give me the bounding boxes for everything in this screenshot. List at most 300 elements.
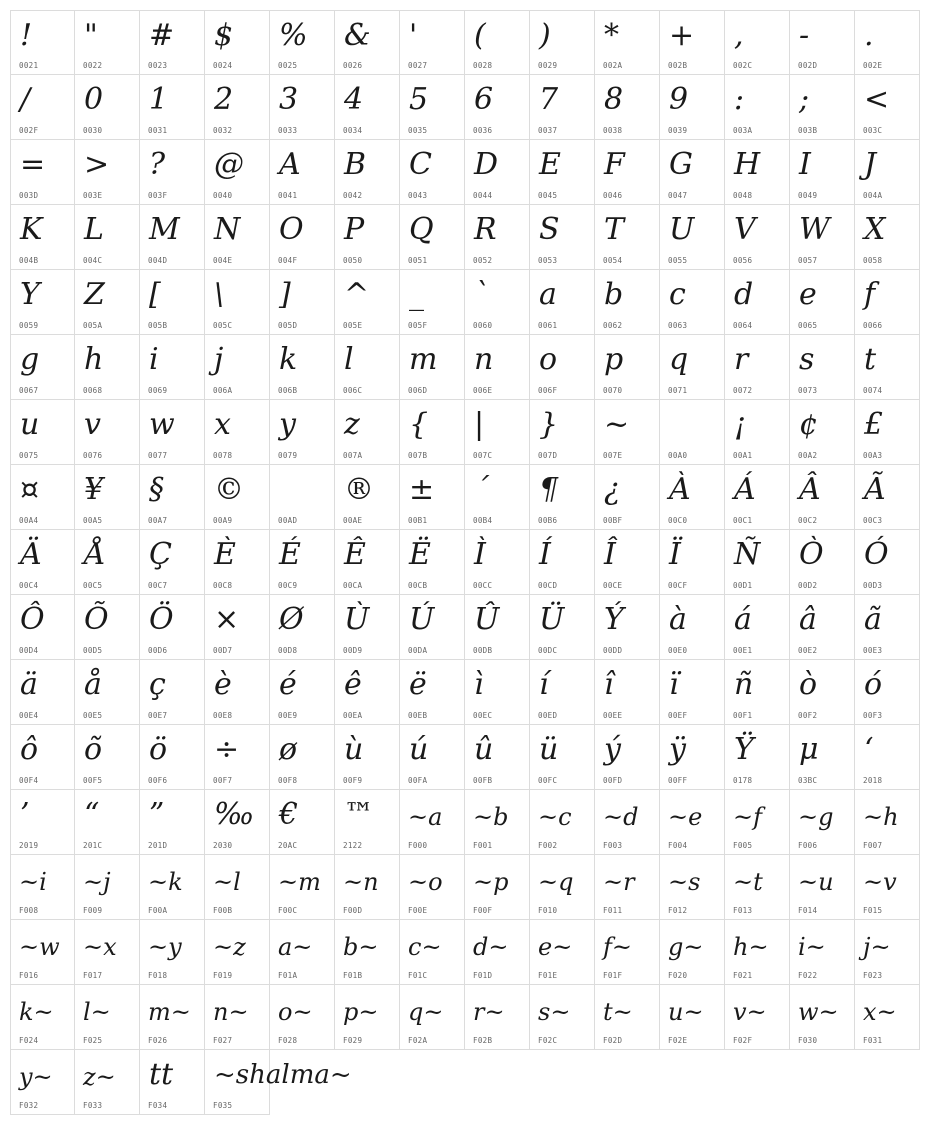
glyph-code: 0069: [148, 386, 168, 395]
glyph-sample: }: [539, 407, 559, 442]
glyph-sample: /: [20, 82, 31, 117]
glyph-sample: (: [474, 18, 486, 53]
glyph-code: F016: [19, 971, 39, 980]
glyph-code: 007D: [538, 451, 558, 460]
glyph-code: 0035: [408, 126, 428, 135]
glyph-sample: Ó: [864, 537, 889, 572]
glyph-cell: [465, 205, 530, 270]
glyph-sample: ~shalma~: [214, 1060, 352, 1090]
glyph-cell: [465, 595, 530, 660]
glyph-code: 0053: [538, 256, 558, 265]
glyph-sample: ×: [214, 602, 240, 637]
glyph-sample: ~d: [603, 803, 639, 831]
glyph-cell: [790, 270, 855, 335]
glyph-cell: [530, 335, 595, 400]
glyph-sample: ": [84, 18, 98, 53]
glyph-sample: Ê: [344, 537, 366, 572]
glyph-code: F010: [538, 906, 558, 915]
glyph-code: F02E: [668, 1036, 688, 1045]
glyph-code: 00C1: [733, 516, 753, 525]
glyph-cell: [205, 725, 270, 790]
glyph-code: 0046: [603, 191, 623, 200]
glyph-sample: ¢: [799, 407, 819, 442]
glyph-code: 0042: [343, 191, 363, 200]
glyph-sample: v: [84, 407, 101, 442]
glyph-code: F011: [603, 906, 623, 915]
glyph-sample: ë: [409, 667, 427, 702]
glyph-cell: [725, 725, 790, 790]
glyph-sample: n: [474, 342, 494, 377]
glyph-cell: [270, 270, 335, 335]
glyph-cell: [725, 790, 790, 855]
glyph-cell: [595, 725, 660, 790]
glyph-code: F01D: [473, 971, 493, 980]
glyph-code: 0071: [668, 386, 688, 395]
glyph-sample: Ñ: [734, 537, 761, 572]
glyph-code: 00E0: [668, 646, 688, 655]
glyph-cell: [790, 75, 855, 140]
glyph-cell: [855, 790, 920, 855]
glyph-sample: ~n: [343, 868, 379, 896]
glyph-code: 00E3: [863, 646, 883, 655]
glyph-cell: [660, 530, 725, 595]
glyph-code: 00C3: [863, 516, 883, 525]
glyph-sample: !: [20, 18, 33, 53]
glyph-sample: ~m: [278, 868, 321, 896]
glyph-cell: [270, 140, 335, 205]
glyph-cell: [790, 725, 855, 790]
glyph-code: F024: [19, 1036, 39, 1045]
glyph-sample: P: [344, 212, 365, 247]
glyph-sample: +: [669, 18, 695, 53]
glyph-cell: [790, 205, 855, 270]
glyph-cell: [400, 465, 465, 530]
glyph-code: F017: [83, 971, 103, 980]
glyph-sample: %: [279, 18, 308, 53]
glyph-code: 0037: [538, 126, 558, 135]
glyph-code: F026: [148, 1036, 168, 1045]
glyph-code: 003F: [148, 191, 168, 200]
glyph-code: 0029: [538, 61, 558, 70]
glyph-cell: [530, 530, 595, 595]
glyph-sample: Û: [474, 602, 500, 637]
glyph-cell: [205, 205, 270, 270]
glyph-sample: 3: [279, 82, 299, 117]
glyph-sample: ´: [474, 472, 489, 507]
glyph-cell: [140, 725, 205, 790]
glyph-code: F014: [798, 906, 818, 915]
glyph-code: F02D: [603, 1036, 623, 1045]
glyph-code: 005C: [213, 321, 233, 330]
glyph-sample: ~u: [798, 868, 834, 896]
glyph-cell: [595, 530, 660, 595]
glyph-cell: [140, 75, 205, 140]
glyph-code: 00F5: [83, 776, 103, 785]
glyph-code: 00E5: [83, 711, 103, 720]
glyph-code: 004A: [863, 191, 883, 200]
glyph-code: F025: [83, 1036, 103, 1045]
glyph-cell: [725, 205, 790, 270]
glyph-sample: y: [279, 407, 296, 442]
glyph-cell: [855, 985, 920, 1050]
glyph-code: F019: [213, 971, 233, 980]
glyph-code: 00EA: [343, 711, 363, 720]
glyph-cell: [205, 465, 270, 530]
glyph-sample: &: [344, 18, 371, 53]
glyph-sample: Ú: [409, 602, 435, 637]
glyph-cell: [855, 660, 920, 725]
glyph-cell: [660, 400, 725, 465]
glyph-sample: 9: [669, 82, 689, 117]
glyph-code: 0066: [863, 321, 883, 330]
glyph-code: F01C: [408, 971, 428, 980]
glyph-sample: ~p: [473, 868, 509, 896]
glyph-cell: [660, 855, 725, 920]
glyph-sample: Å: [84, 537, 106, 572]
glyph-sample: z: [344, 407, 360, 442]
glyph-cell: [855, 855, 920, 920]
glyph-cell: [595, 790, 660, 855]
glyph-cell: [725, 335, 790, 400]
glyph-cell: [335, 920, 400, 985]
glyph-code: 00E8: [213, 711, 233, 720]
glyph-cell: [855, 10, 920, 75]
glyph-code: 002B: [668, 61, 688, 70]
glyph-code: 007B: [408, 451, 428, 460]
glyph-sample: ¿: [604, 472, 621, 507]
glyph-cell: [10, 400, 75, 465]
glyph-code: 03BC: [798, 776, 818, 785]
glyph-cell: [10, 530, 75, 595]
glyph-sample: À: [669, 472, 691, 507]
glyph-code: F000: [408, 841, 428, 850]
glyph-sample: j: [214, 342, 224, 377]
glyph-cell: [140, 660, 205, 725]
glyph-sample: 5: [409, 82, 429, 117]
glyph-code: 004C: [83, 256, 103, 265]
glyph-sample: ~c: [538, 803, 572, 831]
glyph-code: F009: [83, 906, 103, 915]
glyph-sample: d~: [473, 933, 509, 961]
glyph-sample: ~l: [213, 868, 241, 896]
glyph-sample: ~e: [668, 803, 703, 831]
glyph-code: 00DB: [473, 646, 493, 655]
glyph-sample: ¤: [20, 472, 40, 507]
glyph-sample: r~: [473, 998, 505, 1026]
glyph-cell: [205, 530, 270, 595]
glyph-cell: [270, 920, 335, 985]
glyph-sample: p~: [343, 998, 379, 1026]
glyph-cell: [140, 270, 205, 335]
glyph-sample: Ä: [20, 537, 42, 572]
glyph-code: 003A: [733, 126, 753, 135]
glyph-cell: [530, 920, 595, 985]
glyph-cell: [660, 270, 725, 335]
glyph-cell: [530, 985, 595, 1050]
glyph-code: 00C8: [213, 581, 233, 590]
glyph-sample: <: [864, 82, 890, 117]
glyph-cell: [10, 790, 75, 855]
glyph-sample: ~w: [19, 933, 60, 961]
glyph-cell: [790, 140, 855, 205]
glyph-code: 0058: [863, 256, 883, 265]
glyph-code: 00D5: [83, 646, 103, 655]
glyph-code: 0036: [473, 126, 493, 135]
glyph-code: F001: [473, 841, 493, 850]
glyph-cell: [270, 400, 335, 465]
glyph-cell: [335, 530, 400, 595]
glyph-code: 0078: [213, 451, 233, 460]
glyph-code: F008: [19, 906, 39, 915]
glyph-code: F034: [148, 1101, 168, 1110]
glyph-cell: [140, 400, 205, 465]
glyph-code: F013: [733, 906, 753, 915]
glyph-cell: [10, 10, 75, 75]
glyph-sample: .: [864, 18, 874, 53]
glyph-cell: [205, 400, 270, 465]
glyph-sample: ò: [799, 667, 818, 702]
glyph-code: 00FB: [473, 776, 493, 785]
glyph-sample: ê: [344, 667, 362, 702]
glyph-cell: [465, 140, 530, 205]
glyph-cell: [10, 855, 75, 920]
glyph-code: 00C0: [668, 516, 688, 525]
glyph-code: 00AD: [278, 516, 298, 525]
glyph-code: F00B: [213, 906, 233, 915]
glyph-sample: Y: [20, 277, 40, 312]
glyph-sample: ¡: [734, 407, 747, 442]
glyph-code: 0052: [473, 256, 493, 265]
glyph-code: 00A3: [863, 451, 883, 460]
glyph-sample: ~r: [603, 868, 635, 896]
glyph-code: F018: [148, 971, 168, 980]
glyph-code: 00CB: [408, 581, 428, 590]
glyph-sample: ]: [279, 277, 291, 312]
glyph-code: 00D3: [863, 581, 883, 590]
glyph-sample: l~: [83, 998, 111, 1026]
glyph-sample: _: [409, 277, 424, 312]
glyph-sample: o~: [278, 998, 313, 1026]
glyph-sample: Ì: [474, 537, 486, 572]
glyph-sample: ~o: [408, 868, 443, 896]
glyph-sample: s: [799, 342, 815, 377]
glyph-sample: w: [149, 407, 175, 442]
glyph-code: 004D: [148, 256, 168, 265]
glyph-code: 006F: [538, 386, 558, 395]
glyph-cell: [205, 335, 270, 400]
glyph-cell: [270, 790, 335, 855]
glyph-sample: Â: [799, 472, 821, 507]
glyph-cell: [335, 205, 400, 270]
glyph-code: 00E9: [278, 711, 298, 720]
glyph-sample: ¶: [539, 472, 559, 507]
glyph-cell: [205, 75, 270, 140]
glyph-code: 00FD: [603, 776, 623, 785]
glyph-cell: [465, 10, 530, 75]
glyph-code: 0048: [733, 191, 753, 200]
glyph-code: 0077: [148, 451, 168, 460]
glyph-cell: [530, 855, 595, 920]
glyph-cell: [75, 400, 140, 465]
glyph-cell: [140, 10, 205, 75]
glyph-code: 00AE: [343, 516, 363, 525]
glyph-sample: b: [604, 277, 624, 312]
glyph-sample: h~: [733, 933, 769, 961]
glyph-code: 00D9: [343, 646, 363, 655]
glyph-code: 00EF: [668, 711, 688, 720]
glyph-code: F02A: [408, 1036, 428, 1045]
glyph-code: 00CF: [668, 581, 688, 590]
glyph-sample: ~q: [538, 868, 574, 896]
glyph-cell: [140, 140, 205, 205]
glyph-cell: [595, 595, 660, 660]
glyph-code: 005B: [148, 321, 168, 330]
glyph-cell: [530, 205, 595, 270]
glyph-code: 003C: [863, 126, 883, 135]
glyph-code: 00D7: [213, 646, 233, 655]
glyph-code: F002: [538, 841, 558, 850]
glyph-code: F01F: [603, 971, 623, 980]
glyph-cell: [595, 270, 660, 335]
glyph-code: 201D: [148, 841, 168, 850]
glyph-sample: h: [84, 342, 104, 377]
glyph-cell: [205, 270, 270, 335]
glyph-code: 003B: [798, 126, 818, 135]
glyph-code: 0039: [668, 126, 688, 135]
glyph-cell: [790, 790, 855, 855]
glyph-sample: b~: [343, 933, 379, 961]
glyph-sample: ü: [539, 732, 559, 767]
glyph-code: 00E1: [733, 646, 753, 655]
glyph-cell: [205, 1050, 352, 1115]
glyph-sample: ç: [149, 667, 166, 702]
glyph-sample: ä: [20, 667, 38, 702]
glyph-cell: [790, 920, 855, 985]
glyph-cell: [465, 985, 530, 1050]
glyph-cell: [205, 920, 270, 985]
glyph-sample: \: [214, 277, 225, 312]
glyph-cell: [335, 270, 400, 335]
glyph-cell: [140, 530, 205, 595]
glyph-sample: G: [669, 147, 693, 182]
glyph-cell: [205, 855, 270, 920]
glyph-cell: [335, 465, 400, 530]
glyph-code: 003E: [83, 191, 103, 200]
glyph-cell: [205, 660, 270, 725]
glyph-sample: y~: [19, 1063, 53, 1091]
glyph-sample: ~y: [148, 933, 182, 961]
glyph-code: 0057: [798, 256, 818, 265]
glyph-sample: =: [20, 147, 46, 182]
glyph-cell: [140, 1050, 205, 1115]
glyph-cell: [660, 335, 725, 400]
glyph-sample: ~g: [798, 803, 834, 831]
glyph-sample: u~: [668, 998, 704, 1026]
glyph-code: 0074: [863, 386, 883, 395]
glyph-cell: [790, 530, 855, 595]
glyph-sample: #: [149, 18, 175, 53]
glyph-cell: [10, 725, 75, 790]
glyph-cell: [595, 205, 660, 270]
glyph-code: F032: [19, 1101, 39, 1110]
glyph-cell: [270, 75, 335, 140]
glyph-cell: [10, 660, 75, 725]
glyph-cell: [10, 465, 75, 530]
glyph-code: 00D1: [733, 581, 753, 590]
glyph-cell: [530, 465, 595, 530]
glyph-cell: [270, 985, 335, 1050]
glyph-cell: [10, 75, 75, 140]
glyph-cell: [75, 140, 140, 205]
glyph-code: F02F: [733, 1036, 753, 1045]
glyph-code: 002E: [863, 61, 883, 70]
glyph-sample: ~h: [863, 803, 899, 831]
glyph-sample: >: [84, 147, 110, 182]
glyph-cell: [140, 595, 205, 660]
glyph-code: 00F4: [19, 776, 39, 785]
glyph-sample: u: [20, 407, 40, 442]
glyph-sample: ;: [799, 82, 810, 117]
glyph-cell: [725, 465, 790, 530]
glyph-cell: [75, 10, 140, 75]
glyph-cell: [725, 140, 790, 205]
glyph-code: 2019: [19, 841, 39, 850]
glyph-cell: [465, 920, 530, 985]
glyph-sample: 7: [539, 82, 559, 117]
glyph-sample: õ: [84, 732, 103, 767]
glyph-sample: ¥: [84, 472, 104, 507]
glyph-cell: [400, 790, 465, 855]
glyph-sample: [: [149, 277, 161, 312]
glyph-code: 00B6: [538, 516, 558, 525]
glyph-code: 00E2: [798, 646, 818, 655]
glyph-sample: Ã: [864, 472, 886, 507]
glyph-sample: O: [279, 212, 304, 247]
glyph-sample: q~: [408, 998, 444, 1026]
glyph-cell: [335, 855, 400, 920]
glyph-code: 00C5: [83, 581, 103, 590]
glyph-sample: 4: [344, 82, 364, 117]
glyph-code: F00A: [148, 906, 168, 915]
glyph-code: F006: [798, 841, 818, 850]
glyph-code: 00FF: [668, 776, 688, 785]
glyph-cell: [725, 10, 790, 75]
glyph-cell: [855, 205, 920, 270]
glyph-code: 00BF: [603, 516, 623, 525]
glyph-cell: [75, 725, 140, 790]
glyph-code: F004: [668, 841, 688, 850]
glyph-sample: û: [474, 732, 494, 767]
glyph-code: F02B: [473, 1036, 493, 1045]
glyph-code: F030: [798, 1036, 818, 1045]
glyph-code: 0056: [733, 256, 753, 265]
glyph-sample: 0: [84, 82, 104, 117]
glyph-code: 002D: [798, 61, 818, 70]
glyph-code: 00A5: [83, 516, 103, 525]
glyph-cell: [530, 400, 595, 465]
glyph-code: 0023: [148, 61, 168, 70]
glyph-cell: [465, 400, 530, 465]
glyph-cell: [335, 400, 400, 465]
glyph-code: F022: [798, 971, 818, 980]
glyph-cell: [270, 465, 335, 530]
glyph-code: 00F8: [278, 776, 298, 785]
glyph-cell: [725, 595, 790, 660]
glyph-sample: ô: [20, 732, 39, 767]
glyph-code: 00B1: [408, 516, 428, 525]
glyph-sample: a: [539, 277, 557, 312]
glyph-code: 0032: [213, 126, 233, 135]
